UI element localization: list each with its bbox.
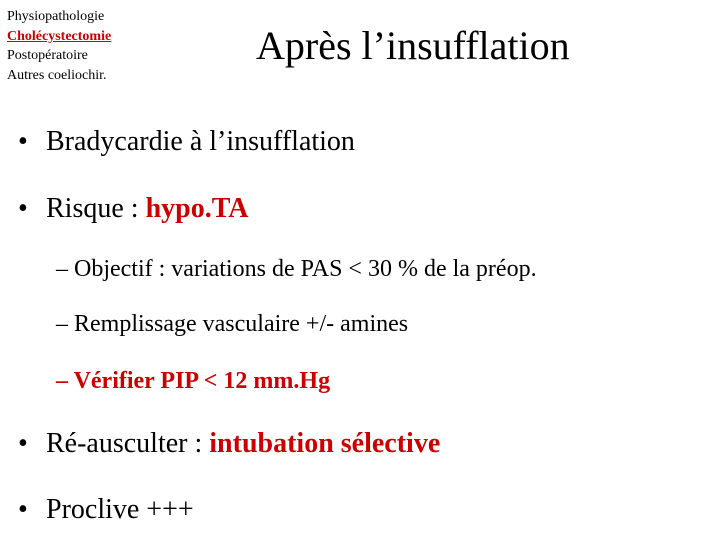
bullet-reausculter [18,427,440,461]
bullet-glyph: • [18,126,28,157]
bullet-glyph: • [18,193,28,224]
bullet-text: Bradycardie à l’insufflation [46,126,355,157]
sub-bullet-objectif: – Objectif : variations de PAS < 30 % de la préop. [56,256,537,282]
nav-item-cholecystectomie[interactable]: Cholécystectomie [7,28,112,44]
bullet-bradycardie [18,125,355,159]
slide-title: Après l’insufflation [256,23,570,68]
nav-item-physiopathologie[interactable]: Physiopathologie [7,9,105,24]
bullet-text: Risque : [46,193,146,224]
bullet-text: Proclive +++ [46,494,194,525]
nav-item-postoperatoire[interactable]: Postopératoire [7,48,88,63]
bullet-glyph: • [18,428,28,459]
nav-item-autres-coeliochir[interactable]: Autres coeliochir. [7,67,107,83]
bullet-highlight: hypo.TA [145,193,249,224]
bullet-highlight: intubation sélective [209,428,441,459]
sub-bullet-verifier-pip: – Vérifier PIP < 12 mm.Hg [56,368,331,394]
section-nav [7,7,111,85]
bullet-risque [18,192,249,226]
sub-bullet-remplissage: – Remplissage vasculaire +/- amines [56,311,409,337]
bullet-glyph: • [18,494,28,525]
bullet-proclive [18,493,194,527]
bullet-text: Ré-ausculter : [46,428,210,459]
